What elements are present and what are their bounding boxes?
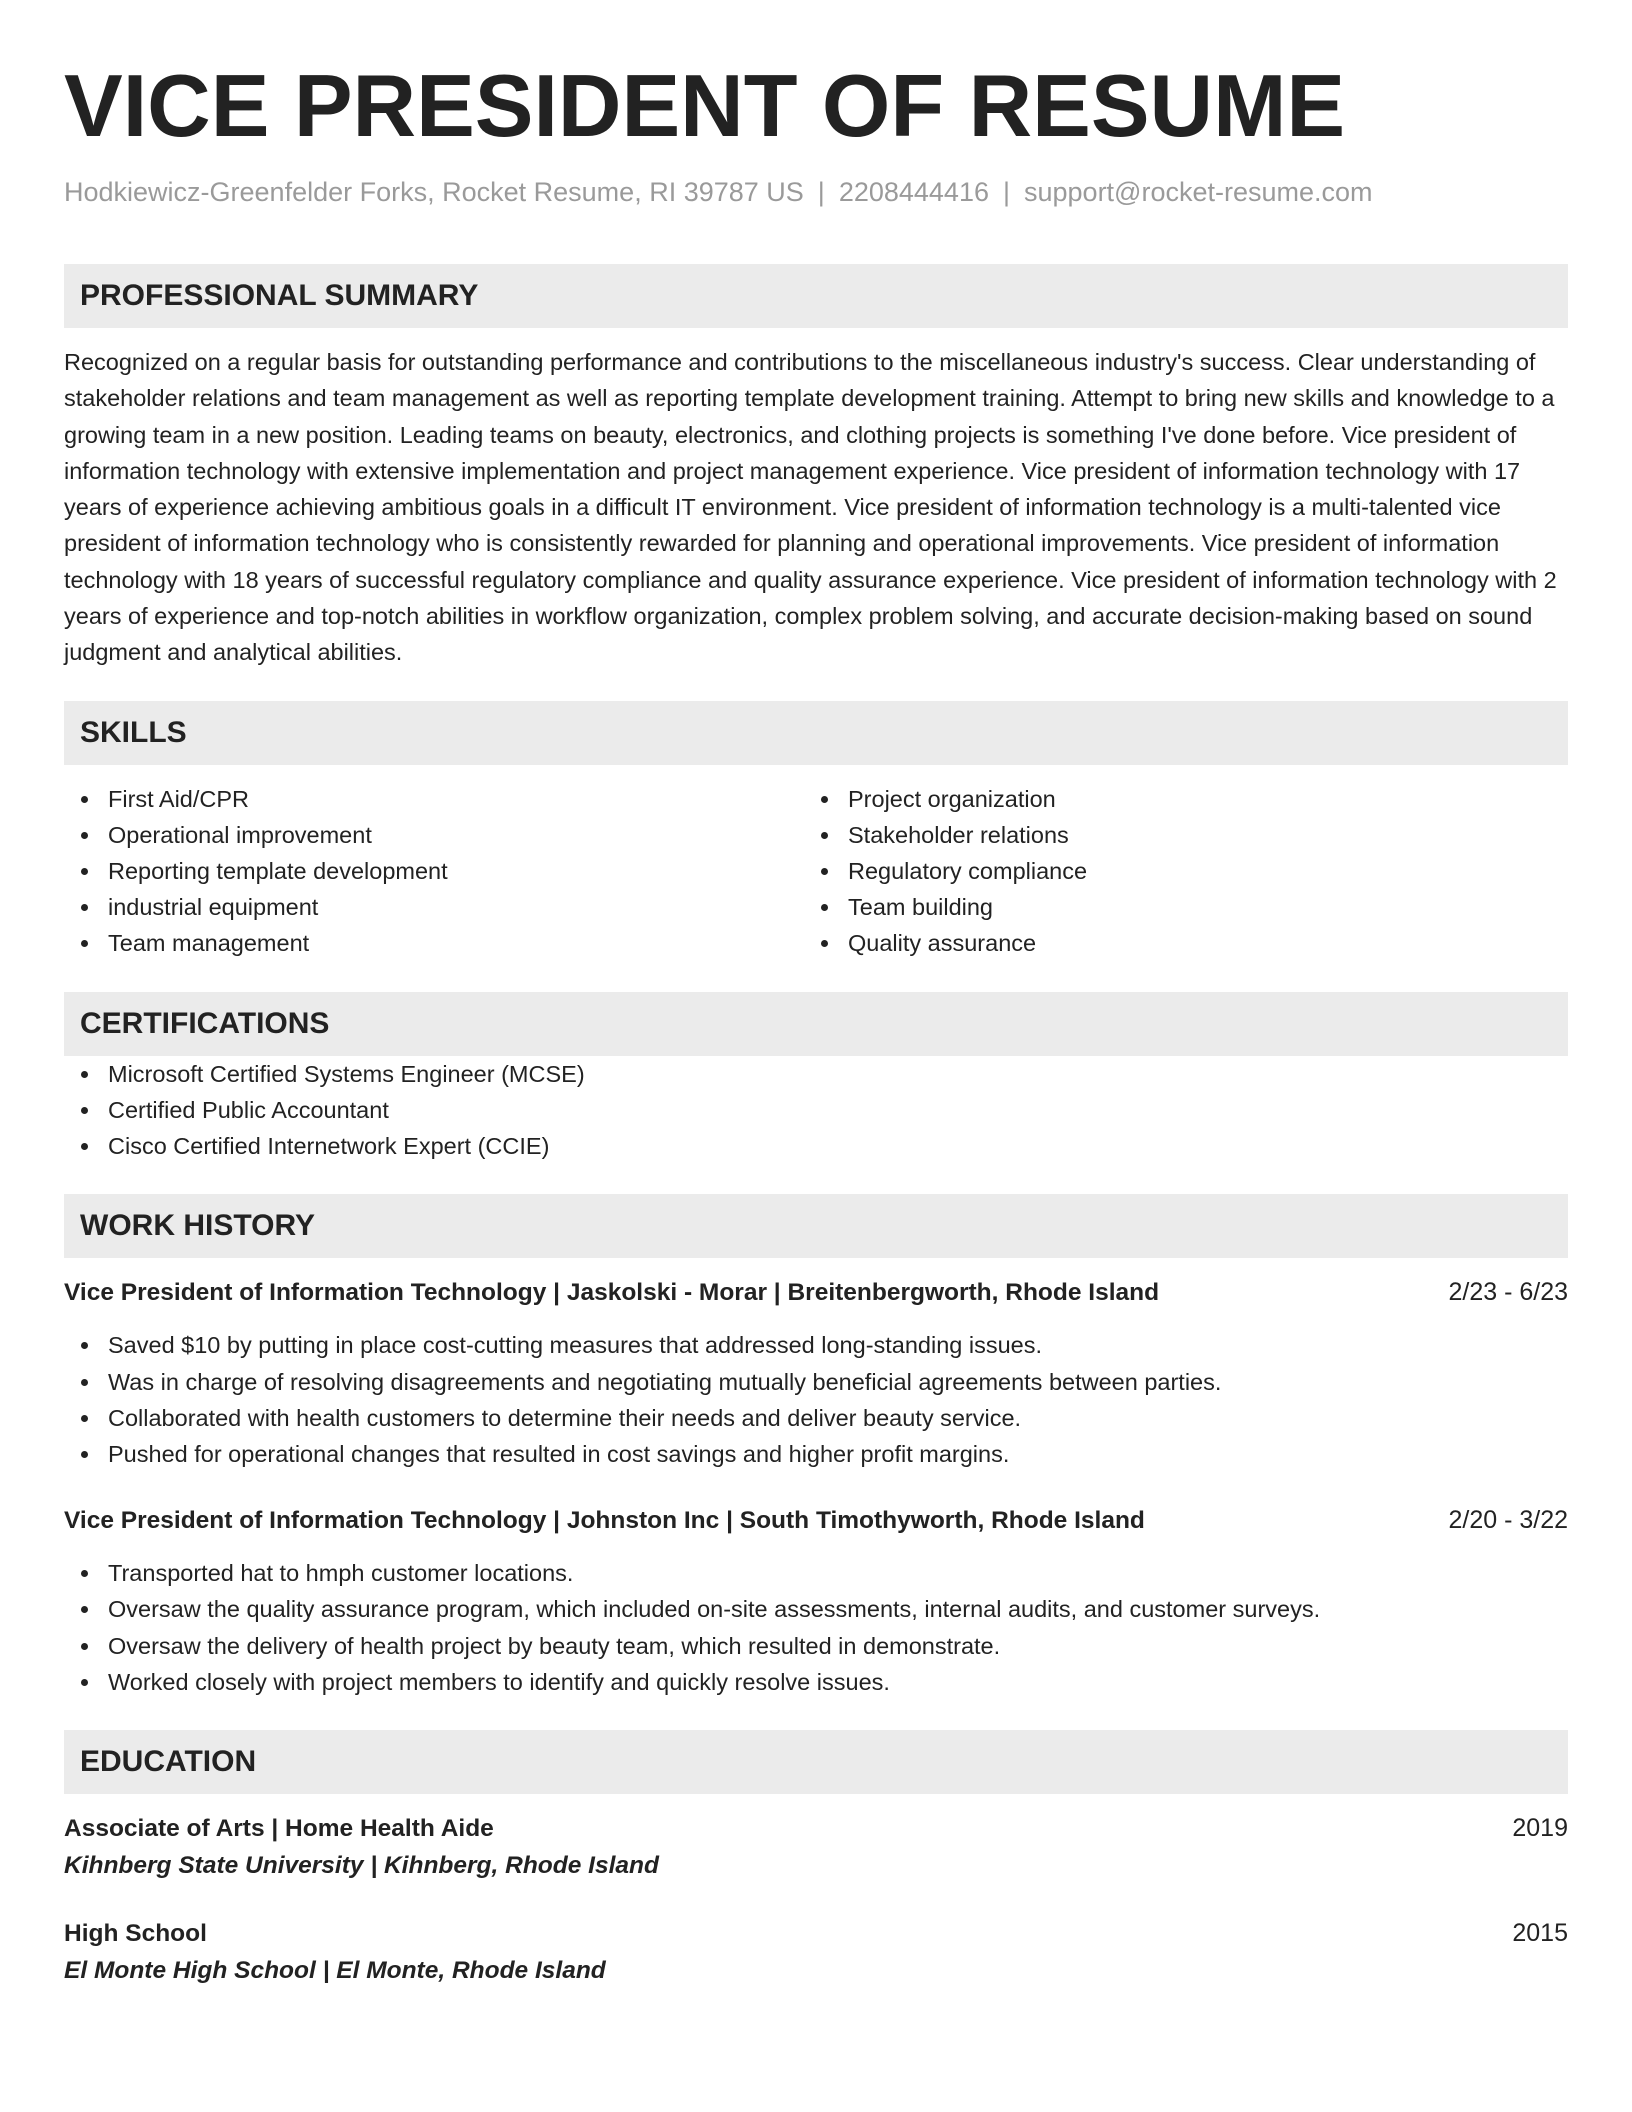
job-heading: Vice President of Information Technology | Johnston Inc | South Timothyworth, Rhode Island <box>64 1507 1145 1535</box>
job-heading: Vice President of Information Technology | Jaskolski - Morar | Breitenbergworth, Rhode Island <box>64 1279 1160 1307</box>
certification-item: Microsoft Certified Systems Engineer (MCSE) <box>64 1056 1568 1092</box>
job-bullets <box>64 1327 1568 1472</box>
job-bullet: Oversaw the quality assurance program, which included on-site assessments, internal audits, and customer surveys. <box>64 1591 1568 1627</box>
job-bullet: Transported hat to hmph customer locations. <box>64 1555 1568 1591</box>
certification-item: Certified Public Accountant <box>64 1092 1568 1128</box>
job-dates: 2/20 - 3/22 <box>1448 1506 1568 1535</box>
education-year: 2019 <box>1512 1813 1568 1842</box>
job-dates: 2/23 - 6/23 <box>1448 1278 1568 1307</box>
skill-item: Quality assurance <box>816 925 1568 961</box>
skills-column-left <box>64 781 816 962</box>
contact-email: support@rocket-resume.com <box>1024 177 1373 207</box>
education-header <box>64 1915 1568 1952</box>
contact-address: Hodkiewicz-Greenfelder Forks, Rocket Resume, RI 39787 US <box>64 177 804 207</box>
skills-list-left <box>64 781 816 962</box>
skills-column-right <box>816 781 1568 962</box>
contact-phone: 2208444416 <box>838 177 989 207</box>
job-bullet: Oversaw the delivery of health project by beauty team, which resulted in demonstrate. <box>64 1628 1568 1664</box>
education-header <box>64 1810 1568 1847</box>
contact-separator: | <box>817 177 825 207</box>
education-section-heading: EDUCATION <box>64 1730 1568 1794</box>
education-school: Kihnberg State University | Kihnberg, Rhode Island <box>64 1851 659 1879</box>
summary-section-heading: PROFESSIONAL SUMMARY <box>64 264 1568 328</box>
education-degree: Associate of Arts | Home Health Aide <box>64 1814 494 1842</box>
contact-separator: | <box>1002 177 1010 207</box>
job-header <box>64 1274 1568 1311</box>
skill-item: Operational improvement <box>64 817 816 853</box>
education-entry <box>64 1915 1568 1990</box>
education-school: El Monte High School | El Monte, Rhode Island <box>64 1956 606 1984</box>
resume-title: VICE PRESIDENT OF RESUME <box>64 56 1346 155</box>
job-bullet: Collaborated with health customers to determine their needs and deliver beauty service. <box>64 1400 1568 1436</box>
job-entry <box>64 1502 1568 1700</box>
education-degree: High School <box>64 1919 207 1947</box>
skill-item: industrial equipment <box>64 889 816 925</box>
education-entry <box>64 1810 1568 1885</box>
job-bullet: Worked closely with project members to identify and quickly resolve issues. <box>64 1664 1568 1700</box>
certifications-list <box>64 1056 1568 1165</box>
work-history-section-heading: WORK HISTORY <box>64 1194 1568 1258</box>
job-bullets <box>64 1555 1568 1700</box>
skills-list-right <box>816 781 1568 962</box>
skill-item: Team management <box>64 925 816 961</box>
job-entry <box>64 1274 1568 1472</box>
skills-section-heading: SKILLS <box>64 701 1568 765</box>
summary-text: Recognized on a regular basis for outstanding performance and contributions to the miscellaneous industry's success. Clear understanding of stakeholder relations and team management as well as reporting template development training. Attempt to bring new skills and knowledge to a growing team in a new position. Leading teams on beauty, electronics, and clothing projects is something I've done before. Vice president of information technology with extensive implementation and project management experience. Vice president of information technology with 17 years of experience achieving ambitious goals in a difficult IT environment. Vice president of information technology is a multi-talented vice president of information technology who is consistently rewarded for planning and operational improvements. Vice president of information technology with 18 years of successful regulatory compliance and quality assurance experience. Vice president of information technology with 2 years of experience and top-notch abilities in workflow organization, complex problem solving, and accurate decision-making based on sound judgment and analytical abilities. <box>64 349 1557 666</box>
job-header <box>64 1502 1568 1539</box>
skill-item: Stakeholder relations <box>816 817 1568 853</box>
certifications-section-heading: CERTIFICATIONS <box>64 992 1568 1056</box>
certification-item: Cisco Certified Internetwork Expert (CCIE) <box>64 1128 1568 1164</box>
skill-item: Reporting template development <box>64 853 816 889</box>
skill-item: First Aid/CPR <box>64 781 816 817</box>
job-bullet: Was in charge of resolving disagreements and negotiating mutually beneficial agreements between parties. <box>64 1364 1568 1400</box>
education-year: 2015 <box>1512 1918 1568 1947</box>
skills-grid <box>64 781 1568 962</box>
skill-item: Regulatory compliance <box>816 853 1568 889</box>
skill-item: Project organization <box>816 781 1568 817</box>
skill-item: Team building <box>816 889 1568 925</box>
contact-line <box>64 174 1568 210</box>
job-bullet: Pushed for operational changes that resulted in cost savings and higher profit margins. <box>64 1436 1568 1472</box>
job-bullet: Saved $10 by putting in place cost-cutting measures that addressed long-standing issues. <box>64 1327 1568 1363</box>
